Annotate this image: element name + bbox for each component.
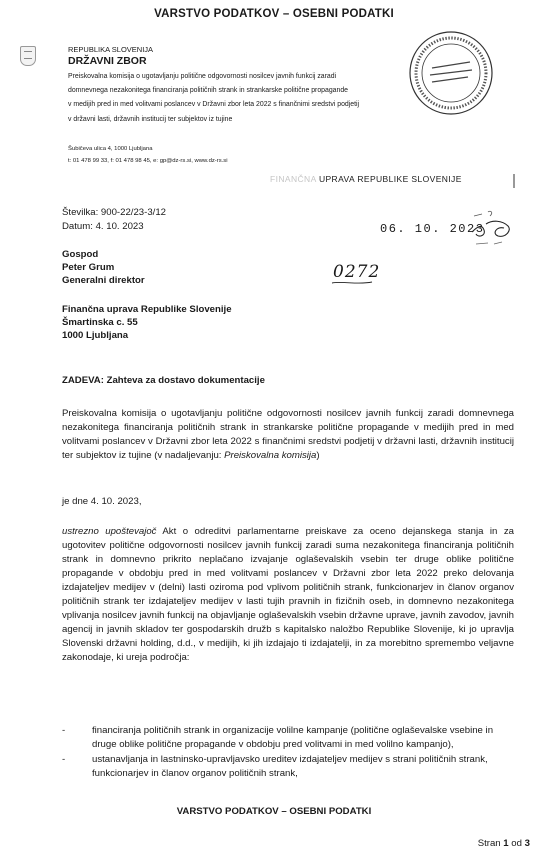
bullet-list [62, 724, 514, 782]
committee-description [68, 70, 413, 127]
received-stamp-header [270, 174, 462, 184]
handwritten-underline [330, 280, 374, 286]
list-item: - ustanavljanja in lastninsko-upravljavsko ureditev izdajateljev medijev s strani političnih strank, funkcionarjev in članov organov političnih strank, [62, 754, 488, 779]
document-number: Številka: 900-22/23-3/12 [62, 207, 166, 218]
republic-label: REPUBLIKA SLOVENIJA [68, 45, 154, 54]
recipient-address-line: Finančna uprava Republike Slovenije [62, 304, 232, 315]
list-item: - financiranja političnih strank in organizacije volilne kampanje (politične oglaševalske vsebine in druge oblike politične propagande v obdobju pred volitvami in med volilno kampanjo), [62, 725, 494, 750]
recipient-address-block [62, 303, 232, 342]
received-stamp-label: UPRAVA REPUBLIKE SLOVENIJE [318, 174, 462, 184]
recipient-address-line: Šmartinska c. 55 [62, 317, 138, 328]
intro-end: ) [316, 450, 320, 461]
committee-line: Preiskovalna komisija o ugotavljanju politične odgovornosti nosilcev javnih funkcij zaradi [68, 73, 337, 80]
classification-header: VARSTVO PODATKOV – OSEBNI PODATKI [154, 8, 394, 20]
classification-footer: VARSTVO PODATKOV – OSEBNI PODATKI [176, 806, 372, 817]
received-stamp [270, 174, 518, 254]
main-text: Akt o odreditvi parlamentarne preiskave za oceno dejanskega stanja in za ugotovitev politične odgovornosti nosilcev javnih funkcij zaradi suma nezakonitega financiranja političnih strank in domnevno prikrito neplačano izvajanje oglaševalskih vsebin ter druge oblike politične propagande v obdobju pred in med volitvami poslancev v Državni zbor leta 2022 preko delovanja izdajateljev medijev v (delni) lasti oziroma pod vplivom političnih strank, funkcionarjev in članov organov političnih strank ter izdajateljev medijev v lasti tujih pravnih in fizičnih oseb, in domnevno nezakonitega vplivanja nosilcev javnih funkcij na objavljanje oglaševalskih vsebin državne uprave, javnih zavodov, javnih agencij in javnih skladov ter gospodarskih družb s kapitalsko naložbo Republike Slovenije, ki jo upravlja Slovenski državni holding, d.d., v medijih, ki jih izdajajo ti izdajatelji, in za morebitno spremembo veljavne zakonodaje, ki ureja področja: [62, 526, 514, 663]
intro-paragraph [62, 407, 514, 463]
sender-address: Šubičeva ulica 4, 1000 Ljubljana [68, 146, 153, 152]
contact-block [68, 143, 228, 167]
page-number [478, 838, 530, 849]
page-prefix: Stran [477, 838, 504, 849]
intro-text: Preiskovalna komisija o ugotavljanju politične odgovornosti nosilcev javnih funkcij zaradi domnevnega nezakonitega financiranja političnih strank in strankarske politične propagande v medijih pred in med volitvami poslancev v Državni zbor leta 2022 s finančnimi sredstvi podjetij v državni lasti, državnih institucij ter subjektov iz tujine (v nadaljevanju: [62, 408, 514, 461]
list-item-text: ustanavljanja in lastninsko-upravljavsko ureditev izdajateljev medijev s strani političnih strank, funkcionarjev in članov organov političnih strank, [92, 754, 488, 779]
subject-line: ZADEVA: Zahteva za dostavo dokumentacije [62, 375, 265, 386]
received-date: 06. 10. 2023 [380, 222, 485, 236]
document-date: Datum: 4. 10. 2023 [62, 221, 144, 232]
stamp-border-mark [513, 174, 516, 188]
intro-italic: Preiskovalna komisija [224, 450, 317, 461]
received-stamp-faded-label: FINANČNA [270, 174, 317, 184]
recipient-block [62, 248, 145, 287]
institution-name: DRŽAVNI ZBOR [68, 55, 147, 67]
handwritten-registry-number: 0272 [333, 262, 381, 282]
date-paragraph: je dne 4. 10. 2023, [62, 496, 142, 507]
recipient-address-line: 1000 Ljubljana [62, 330, 129, 341]
committee-line: v državni lasti, državnih institucij ter subjektov iz tujine [68, 115, 233, 123]
list-item-text: financiranja političnih strank in organizacije volilne kampanje (politične oglaševalske vsebine in druge oblike politične propagande v obdobju pred volitvami in med volilno kampanjo), [92, 725, 494, 750]
page-current: 1 [503, 838, 509, 849]
handwritten-initials-signature [468, 206, 516, 250]
official-seal-stamp [408, 30, 494, 116]
committee-line: v medijih pred in med volitvami poslancev v Državni zbor leta 2022 s finančnimi sredstvi podjetij [68, 101, 360, 109]
sender-contacts: t: 01 478 99 33, f: 01 478 98 45, e: gp@dz-rs.si, www.dz-rs.si [68, 158, 228, 164]
recipient-line: Peter Grum [62, 262, 115, 273]
main-paragraph [62, 525, 514, 665]
page-mid: od [508, 838, 525, 849]
recipient-line: Generalni direktor [62, 275, 145, 286]
page-total: 3 [524, 838, 530, 849]
committee-line: domnevnega nezakonitega financiranja političnih strank in strankarske politične propagande [68, 87, 349, 95]
recipient-line: Gospod [62, 249, 99, 260]
main-italic: ustrezno upoštevajoč [62, 526, 157, 537]
coat-of-arms-icon [20, 46, 36, 66]
